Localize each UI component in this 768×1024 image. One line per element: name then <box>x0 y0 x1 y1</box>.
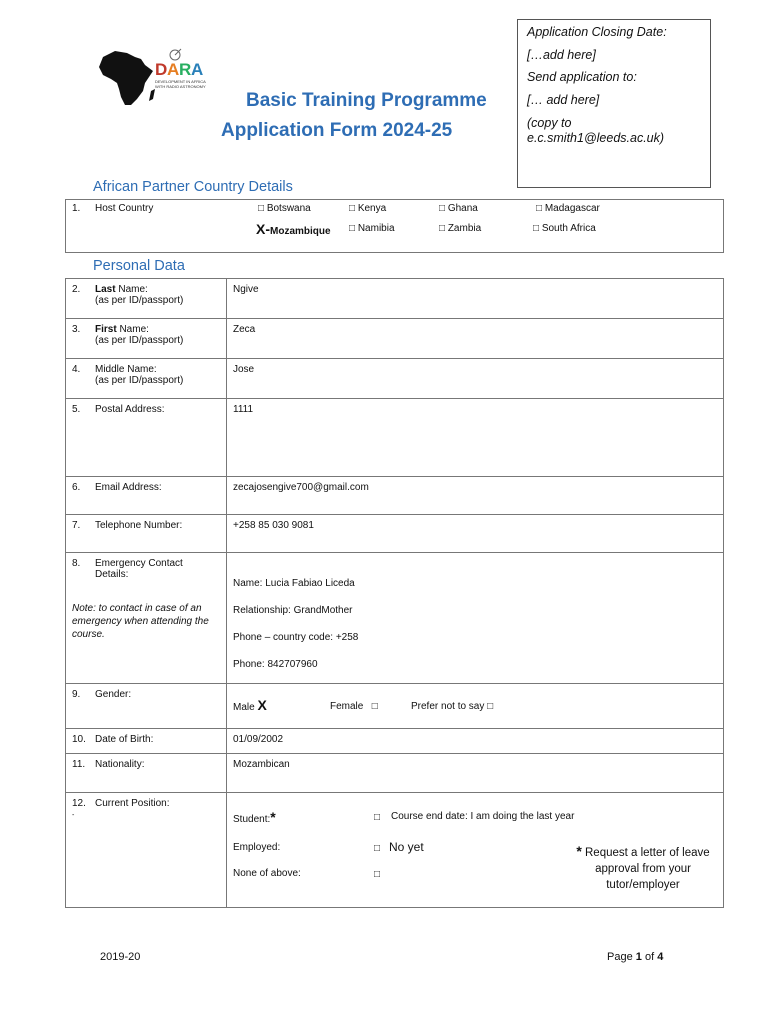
leave-letter-note <box>563 843 723 893</box>
page-number: 1 <box>635 951 642 963</box>
checkbox-icon[interactable]: □ <box>487 701 494 712</box>
field-label-bold: First <box>95 324 117 335</box>
date-of-birth-value[interactable]: 01/09/2002 <box>227 729 724 754</box>
host-country-row <box>66 200 724 253</box>
checkbox-icon[interactable]: X- <box>256 221 270 237</box>
position-employed-checkbox[interactable]: □ <box>374 843 381 854</box>
note-line: approval from your <box>595 863 691 875</box>
closing-date-label: Application Closing Date: <box>527 25 667 39</box>
row-current-position <box>66 793 724 908</box>
option-madagascar[interactable] <box>536 203 600 214</box>
svg-text:DEVELOPMENT IN AFRICA: DEVELOPMENT IN AFRICA <box>155 79 206 84</box>
copy-email: e.c.smith1@leeds.ac.uk) <box>527 131 665 146</box>
svg-text:WITH RADIO ASTRONOMY: WITH RADIO ASTRONOMY <box>155 84 206 89</box>
field-label-bold: Last <box>95 284 116 295</box>
note-line: tutor/employer <box>606 879 680 891</box>
of-word: of <box>644 951 655 963</box>
form-title-line1: Basic Training Programme <box>246 90 487 111</box>
middle-name-value[interactable]: Jose <box>227 359 724 399</box>
row-first-name <box>66 319 724 359</box>
checkbox-icon[interactable]: □ <box>439 203 446 214</box>
position-employed-label: Employed: <box>233 842 281 853</box>
closing-date-box <box>517 19 711 188</box>
emergency-name[interactable]: Name: Lucia Fabiao Liceda <box>233 578 355 589</box>
first-name-value[interactable]: Zeca <box>227 319 724 359</box>
checkbox-icon[interactable]: □ <box>536 203 543 214</box>
field-label: Middle Name: <box>95 364 157 375</box>
option-label: Botswana <box>266 203 311 214</box>
row-postal-address <box>66 399 724 477</box>
copy-line1: (copy to <box>527 115 572 130</box>
option-label: Namibia <box>357 223 395 234</box>
row-telephone <box>66 515 724 553</box>
row-number: 9. <box>72 689 81 700</box>
option-zambia[interactable] <box>439 223 481 234</box>
option-label: Male <box>233 702 255 713</box>
field-label: Nationality: <box>95 759 145 770</box>
section-title-personal: Personal Data <box>93 258 185 274</box>
email-value[interactable]: zecajosengive700@gmail.com <box>227 477 724 515</box>
note-line: Request a letter of leave <box>581 847 710 859</box>
svg-text:A: A <box>167 60 180 79</box>
row-number: 12. <box>72 798 86 809</box>
footer-year: 2019-20 <box>100 951 141 963</box>
gender-prefer-not-option[interactable] <box>411 701 493 712</box>
page-total: 4 <box>657 951 664 963</box>
emergency-phone[interactable]: Phone: 842707960 <box>233 659 318 670</box>
row-middle-name <box>66 359 724 399</box>
row-last-name <box>66 279 724 319</box>
option-kenya[interactable] <box>349 203 386 214</box>
option-label: Zambia <box>447 223 482 234</box>
option-label: Student: <box>233 814 271 825</box>
asterisk-mark: * <box>576 843 582 859</box>
send-to-label: Send application to: <box>527 70 637 85</box>
row-number: 7. <box>72 520 81 531</box>
position-none-checkbox[interactable]: □ <box>374 869 381 880</box>
position-none-label: None of above: <box>233 868 301 879</box>
row-date-of-birth <box>66 729 724 754</box>
field-sublabel: (as per ID/passport) <box>95 295 184 306</box>
emergency-note: Note: to contact in case of an emergency when attending the course. <box>72 603 209 640</box>
row-number: 1. <box>72 203 81 214</box>
page-indicator <box>607 951 663 963</box>
host-country-label: Host Country <box>95 203 154 214</box>
row-nationality <box>66 754 724 793</box>
svg-text:A: A <box>191 60 204 79</box>
row-gender <box>66 684 724 729</box>
option-mozambique[interactable] <box>256 221 331 237</box>
field-label: Email Address: <box>95 482 162 493</box>
course-end-date[interactable]: Course end date: I am doing the last year <box>391 811 575 822</box>
nationality-value[interactable]: Mozambican <box>227 754 724 793</box>
country-table <box>65 199 724 253</box>
row-number: 10. <box>72 734 86 745</box>
checkbox-icon[interactable]: □ <box>258 203 265 214</box>
checkbox-icon[interactable]: □ <box>371 701 378 712</box>
section-title-country: African Partner Country Details <box>93 179 293 195</box>
field-sublabel: (as per ID/passport) <box>95 375 184 386</box>
row-number: 11. <box>72 759 86 770</box>
option-label: Prefer not to say <box>411 701 485 712</box>
gender-male-option[interactable] <box>233 697 267 713</box>
closing-date-value: […add here] <box>527 47 596 62</box>
asterisk-mark: * <box>270 809 276 825</box>
field-label: Date of Birth: <box>95 734 154 745</box>
option-label: Ghana <box>447 203 478 214</box>
field-label-cont: Details: <box>95 569 129 580</box>
row-email <box>66 477 724 515</box>
position-student-label <box>233 809 276 825</box>
option-label: Kenya <box>357 203 387 214</box>
option-ghana[interactable] <box>439 203 478 214</box>
field-label: Postal Address: <box>95 404 165 415</box>
checkbox-icon[interactable]: □ <box>533 223 540 234</box>
row-number: 6. <box>72 482 81 493</box>
personal-data-table <box>65 278 724 908</box>
option-label: Madagascar <box>544 203 600 214</box>
field-label: Gender: <box>95 689 132 700</box>
row-number: 8. <box>72 558 81 569</box>
svg-text:D: D <box>155 60 168 79</box>
dash-mark: - <box>72 812 75 819</box>
emergency-country-code[interactable]: Phone – country code: +258 <box>233 632 359 643</box>
checkbox-icon[interactable]: □ <box>439 223 446 234</box>
gender-female-option[interactable] <box>330 701 378 712</box>
dara-logo <box>95 45 215 110</box>
option-namibia[interactable] <box>349 223 395 234</box>
field-label: Emergency Contact <box>95 558 183 569</box>
telephone-value[interactable]: +258 85 030 9081 <box>227 515 724 553</box>
checkbox-icon[interactable]: □ <box>349 223 356 234</box>
field-label: Telephone Number: <box>95 520 183 531</box>
position-student-checkbox[interactable]: □ <box>374 812 381 823</box>
field-sublabel: (as per ID/passport) <box>95 335 184 346</box>
row-number: 3. <box>72 324 81 335</box>
last-name-value[interactable]: Ngive <box>227 279 724 319</box>
row-number: 4. <box>72 364 81 375</box>
row-number: 2. <box>72 284 81 295</box>
field-label: Name: <box>115 284 148 295</box>
postal-address-value[interactable]: 1111 <box>227 399 724 477</box>
emergency-relationship[interactable]: Relationship: GrandMother <box>233 605 353 616</box>
option-botswana[interactable] <box>258 203 311 214</box>
send-to-value: [… add here] <box>527 92 600 107</box>
option-south-africa[interactable] <box>533 223 596 234</box>
form-title-line2: Application Form 2024-25 <box>221 120 453 141</box>
employed-value[interactable]: No yet <box>389 840 424 854</box>
checkbox-icon[interactable]: □ <box>349 203 356 214</box>
option-label: Female <box>330 701 364 712</box>
svg-text:R: R <box>179 60 192 79</box>
option-label: South Africa <box>541 223 596 234</box>
row-emergency-contact <box>66 553 724 684</box>
field-label: Current Position: <box>95 798 170 809</box>
row-number: 5. <box>72 404 81 415</box>
page-word: Page <box>607 951 633 963</box>
field-label: Name: <box>116 324 149 335</box>
option-label: Mozambique <box>270 226 331 237</box>
checkbox-icon[interactable]: X <box>257 697 267 713</box>
